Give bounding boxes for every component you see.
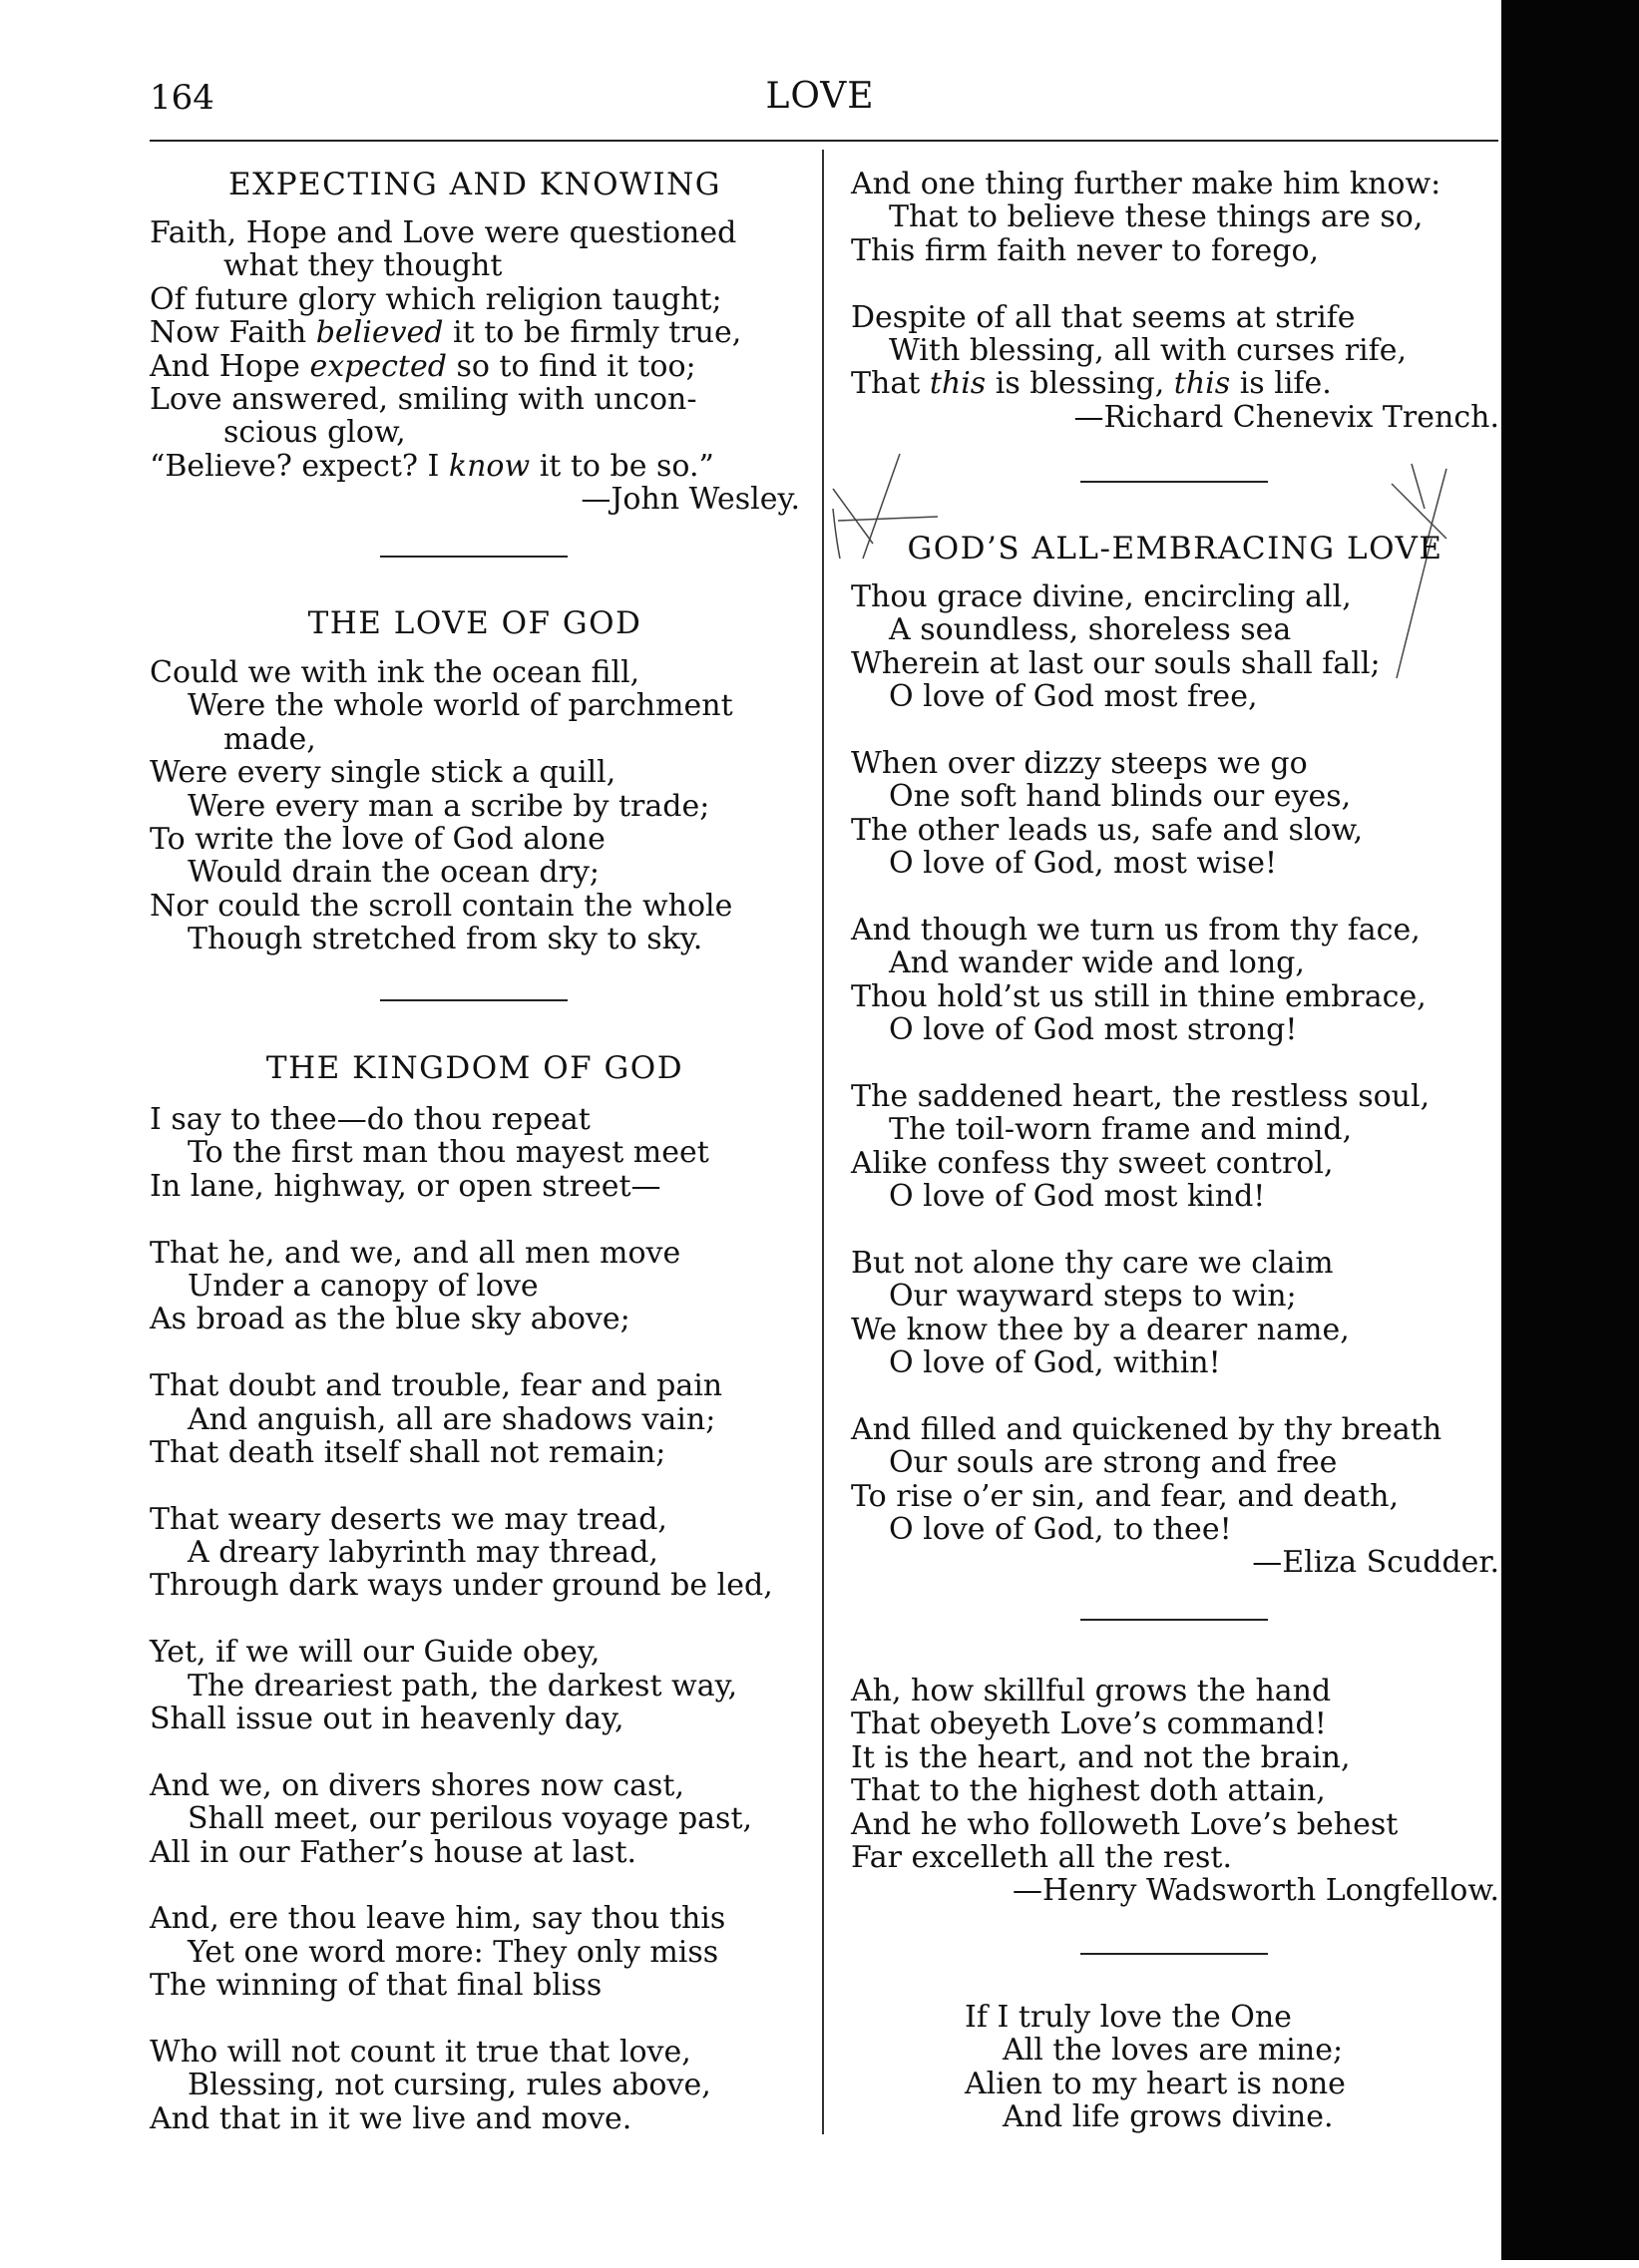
- line-text: Thou grace divine, encircling all,: [851, 579, 1352, 614]
- column-divider: [822, 150, 824, 2134]
- italic-text: believed: [315, 315, 444, 351]
- line-text: That he, and we, and all men move: [150, 1235, 681, 1271]
- line-text: When over dizzy steeps we go: [851, 745, 1308, 781]
- poem-line: [851, 334, 1499, 367]
- poem-heading: THE LOVE OF GOD: [307, 605, 642, 641]
- running-head: LOVE: [765, 76, 875, 117]
- line-text: And he who followeth Love’s behest: [851, 1806, 1399, 1842]
- poem-line: [150, 416, 800, 449]
- poem-line: [150, 1103, 800, 1136]
- stanza-gap: [150, 2003, 800, 2036]
- line-text: All in our Father’s house at last.: [150, 1834, 637, 1870]
- poem-line: [150, 1170, 800, 1203]
- italic-text: this: [929, 366, 987, 402]
- line-text: O love of God, to thee!: [889, 1511, 1232, 1547]
- line-text: Despite of all that seems at strife: [851, 299, 1356, 335]
- poem-line: [851, 1314, 1499, 1346]
- poem-line: [851, 580, 1499, 613]
- line-text: The winning of that final bliss: [150, 1968, 603, 2004]
- poem-line: [965, 2100, 1463, 2133]
- stanza-gap: [150, 1603, 800, 1636]
- line-text: We know thee by a dearer name,: [851, 1312, 1350, 1347]
- poem-line: [150, 1802, 800, 1835]
- line-text: Were the whole world of parchment: [188, 688, 733, 724]
- line-text: Nor could the scroll contain the whole: [150, 888, 733, 924]
- poem-line: [150, 823, 800, 856]
- line-text: Shall meet, our perilous voyage past,: [188, 1801, 753, 1837]
- line-text: Through dark ways under ground be led,: [150, 1568, 773, 1604]
- section-divider: [380, 999, 568, 1001]
- poem-line: [150, 1702, 800, 1735]
- poem-line: [851, 367, 1499, 400]
- line-text: “Believe? expect? I: [150, 448, 449, 484]
- line-text: Yet, if we will our Guide obey,: [150, 1635, 601, 1671]
- poem-line: [851, 1080, 1499, 1113]
- poem-line: [150, 723, 800, 756]
- poem-line: [851, 946, 1499, 979]
- line-text: Would drain the ocean dry;: [188, 855, 601, 891]
- poem-line: [150, 1237, 800, 1270]
- poem-line: [851, 647, 1499, 680]
- line-text: Now Faith: [150, 315, 316, 351]
- line-text: O love of God, within!: [889, 1344, 1221, 1380]
- poem-line: [150, 1836, 800, 1869]
- line-text: O love of God most strong!: [889, 1012, 1298, 1048]
- stanza-gap: [851, 267, 1499, 300]
- poem-line: [851, 1513, 1499, 1546]
- poem-line: [150, 1536, 800, 1569]
- line-text: And wander wide and long,: [889, 945, 1305, 981]
- poem-line: [150, 1303, 800, 1335]
- stanza-gap: [150, 1735, 800, 1768]
- line-text: And one thing further make him know:: [851, 167, 1441, 201]
- poem-line: [150, 350, 800, 383]
- line-text: Thou hold’st us still in thine embrace,: [851, 978, 1427, 1014]
- line-text: With blessing, all with curses rife,: [889, 332, 1408, 368]
- poem-line: [851, 914, 1499, 946]
- line-text: Of future glory which religion taught;: [150, 281, 722, 317]
- line-text: And, ere thou leave him, say thou this: [150, 1901, 726, 1937]
- poem-love-of-god: [150, 656, 800, 956]
- poem-line: [851, 168, 1499, 200]
- poem-line: [150, 1969, 800, 2002]
- poem-heading: EXPECTING AND KNOWING: [228, 167, 721, 202]
- stanza-gap: [851, 1379, 1499, 1412]
- line-text: Could we with ink the ocean fill,: [150, 655, 640, 690]
- line-text: And that in it we live and move.: [150, 2100, 632, 2136]
- line-text: That obeyeth Love’s command!: [851, 1706, 1327, 1742]
- poem-attribution: —Henry Wadsworth Longfellow.: [1012, 1873, 1499, 1909]
- line-text: Were every man a scribe by trade;: [188, 788, 710, 824]
- page-number: 164: [150, 78, 214, 118]
- stanza-gap: [851, 1046, 1499, 1079]
- line-text: That to the highest doth attain,: [851, 1773, 1326, 1809]
- poem-line: [150, 656, 800, 689]
- poem-line: [851, 1113, 1499, 1146]
- line-text: Alike confess thy sweet control,: [851, 1145, 1334, 1181]
- poem-line: [150, 923, 800, 955]
- line-text: O love of God most kind!: [889, 1179, 1266, 1215]
- poem-line: [851, 234, 1499, 267]
- line-text: The dreariest path, the darkest way,: [188, 1668, 738, 1703]
- poem-line: [150, 790, 800, 823]
- poem-line: [150, 216, 800, 249]
- line-text: That to believe these things are so,: [889, 199, 1424, 235]
- line-text: The other leads us, safe and slow,: [851, 812, 1364, 848]
- poem-line: [150, 2102, 800, 2135]
- line-text: O love of God most free,: [889, 679, 1258, 715]
- poem-expecting-and-knowing: [150, 216, 800, 517]
- line-text: I say to thee—do thou repeat: [150, 1102, 591, 1137]
- line-text: In lane, highway, or open street—: [150, 1168, 661, 1204]
- poem-line: [851, 980, 1499, 1013]
- poem-heading: THE KINGDOM OF GOD: [265, 1050, 684, 1086]
- stanza-gap: [150, 1336, 800, 1369]
- line-text: is blessing,: [986, 366, 1174, 402]
- stanza-gap: [150, 1203, 800, 1236]
- poem-line: [965, 2068, 1463, 2100]
- poem-line: [150, 283, 800, 316]
- italic-text: know: [448, 448, 531, 484]
- poem-line: [965, 2001, 1463, 2034]
- poem-line: [851, 1707, 1499, 1740]
- line-text: All the loves are mine;: [1003, 2033, 1344, 2069]
- poem-line: [150, 1403, 800, 1436]
- line-text: A soundless, shoreless sea: [889, 612, 1292, 648]
- poem-line: [150, 1769, 800, 1802]
- poem-line: [150, 756, 800, 789]
- line-text: Our souls are strong and free: [889, 1445, 1338, 1481]
- line-text: Faith, Hope and Love were questioned: [150, 215, 737, 250]
- line-text: And life grows divine.: [1003, 2099, 1334, 2135]
- line-text: Our wayward steps to win;: [889, 1279, 1297, 1315]
- poem-heading: GOD’S ALL-EMBRACING LOVE: [907, 531, 1443, 567]
- line-text: To the first man thou mayest meet: [188, 1135, 709, 1171]
- poem-if-i-truly-love: [965, 2001, 1463, 2134]
- line-text: Yet one word more: They only miss: [188, 1934, 719, 1970]
- poem-line: [851, 1280, 1499, 1313]
- line-text: Ah, how skillful grows the hand: [851, 1674, 1332, 1708]
- poem-line: [851, 200, 1499, 233]
- poem-line: [150, 2036, 800, 2069]
- section-divider: [380, 556, 568, 558]
- line-text: That doubt and trouble, fear and pain: [150, 1368, 723, 1404]
- line-text: it to be firmly true,: [443, 315, 742, 351]
- line-text: Blessing, not cursing, rules above,: [188, 2068, 711, 2103]
- section-divider: [1080, 1953, 1268, 1955]
- line-text: And though we turn us from thy face,: [851, 912, 1421, 947]
- poem-line: [851, 1413, 1499, 1446]
- line-text: This firm faith never to forego,: [851, 232, 1320, 268]
- line-text: One soft hand blinds our eyes,: [889, 779, 1352, 815]
- line-text: Shall issue out in heavenly day,: [150, 1701, 624, 1737]
- line-text: But not alone thy care we claim: [851, 1245, 1334, 1281]
- line-text: And anguish, all are shadows vain;: [188, 1401, 716, 1437]
- line-text: The toil-worn frame and mind,: [889, 1112, 1353, 1148]
- line-text: O love of God, most wise!: [889, 846, 1278, 882]
- poem-line: [150, 689, 800, 722]
- poem-line: [150, 450, 800, 483]
- line-text: And we, on divers shores now cast,: [150, 1767, 685, 1803]
- poem-line: [851, 1346, 1499, 1379]
- line-text: Under a canopy of love: [188, 1268, 539, 1304]
- poem-line: [851, 1480, 1499, 1513]
- poem-line: [150, 383, 800, 416]
- poem-line: [150, 1936, 800, 1969]
- poem-line: [851, 1147, 1499, 1180]
- line-text: Love answered, smiling with uncon-: [150, 381, 697, 417]
- poem-line: [851, 1247, 1499, 1280]
- poem-line: [851, 1446, 1499, 1479]
- line-text: it to be so.”: [530, 448, 714, 484]
- line-text: Alien to my heart is none: [965, 2066, 1346, 2101]
- poem-line: [851, 613, 1499, 646]
- poem-line: [150, 1670, 800, 1702]
- poem-attribution: —John Wesley.: [581, 482, 800, 518]
- poem-line: [150, 1636, 800, 1669]
- poem-line: [965, 2034, 1463, 2067]
- poem-line: [851, 1774, 1499, 1807]
- header-rule: [150, 140, 1498, 142]
- line-text: To rise o’er sin, and fear, and death,: [851, 1478, 1400, 1514]
- poem-line: [150, 1270, 800, 1303]
- poem-kingdom-of-god-continued: [851, 168, 1499, 434]
- line-text: made,: [223, 721, 316, 757]
- line-text: so to find it too;: [446, 348, 696, 384]
- poem-line: [150, 1569, 800, 1602]
- line-text: Wherein at last our souls shall fall;: [851, 645, 1381, 681]
- italic-text: expected: [309, 348, 447, 384]
- line-text: Though stretched from sky to sky.: [188, 922, 703, 957]
- poem-attribution: —Eliza Scudder.: [1252, 1545, 1499, 1581]
- line-text: To write the love of God alone: [150, 821, 606, 857]
- poem-line: [851, 1741, 1499, 1774]
- line-text: The saddened heart, the restless soul,: [851, 1078, 1431, 1114]
- poem-line: [851, 301, 1499, 334]
- poem-line: [150, 1436, 800, 1469]
- poem-line: [851, 747, 1499, 780]
- line-text: A dreary labyrinth may thread,: [188, 1535, 658, 1571]
- line-text: Were every single stick a quill,: [150, 755, 616, 791]
- poem-line: [851, 1013, 1499, 1046]
- line-text: Who will not count it true that love,: [150, 2034, 691, 2070]
- stanza-gap: [150, 1869, 800, 1902]
- line-text: That weary deserts we may tread,: [150, 1501, 667, 1537]
- poem-line: [851, 680, 1499, 713]
- line-text: what they thought: [223, 248, 503, 284]
- stanza-gap: [851, 1213, 1499, 1246]
- italic-text: this: [1173, 366, 1231, 402]
- poem-longfellow: [851, 1675, 1499, 1908]
- line-text: That death itself shall not remain;: [150, 1434, 666, 1470]
- stanza-gap: [150, 1469, 800, 1502]
- poem-line: [150, 890, 800, 923]
- poem-kingdom-of-god: [150, 1103, 800, 2135]
- poem-line: [150, 1136, 800, 1169]
- scan-edge-shadow: [1501, 0, 1639, 2260]
- line-text: And Hope: [150, 348, 310, 384]
- line-text: It is the heart, and not the brain,: [851, 1739, 1351, 1775]
- line-text: As broad as the blue sky above;: [150, 1302, 630, 1337]
- line-text: That: [851, 366, 930, 402]
- poem-line: [851, 1675, 1499, 1707]
- poem-line: [851, 780, 1499, 813]
- poem-line: [150, 249, 800, 282]
- poem-line: [150, 856, 800, 889]
- poem-line: [150, 1902, 800, 1935]
- poem-line: [851, 814, 1499, 847]
- line-text: If I truly love the One: [965, 2000, 1292, 2035]
- stanza-gap: [851, 881, 1499, 914]
- stanza-gap: [851, 714, 1499, 747]
- line-text: And filled and quickened by thy breath: [851, 1411, 1442, 1447]
- line-text: is life.: [1230, 366, 1332, 402]
- line-text: scious glow,: [223, 415, 406, 451]
- poem-line: [150, 1369, 800, 1402]
- section-divider: [1080, 1619, 1268, 1621]
- poem-line: [851, 1180, 1499, 1213]
- poem-line: [851, 1841, 1499, 1874]
- poem-attribution: —Richard Chenevix Trench.: [1073, 399, 1499, 435]
- poem-line: [150, 316, 800, 349]
- poem-line: [150, 1503, 800, 1536]
- poem-line: [851, 847, 1499, 880]
- line-text: Far excelleth all the rest.: [851, 1839, 1232, 1875]
- poem-gods-all-embracing-love: [851, 580, 1499, 1580]
- poem-line: [150, 2069, 800, 2101]
- poem-line: [851, 1808, 1499, 1841]
